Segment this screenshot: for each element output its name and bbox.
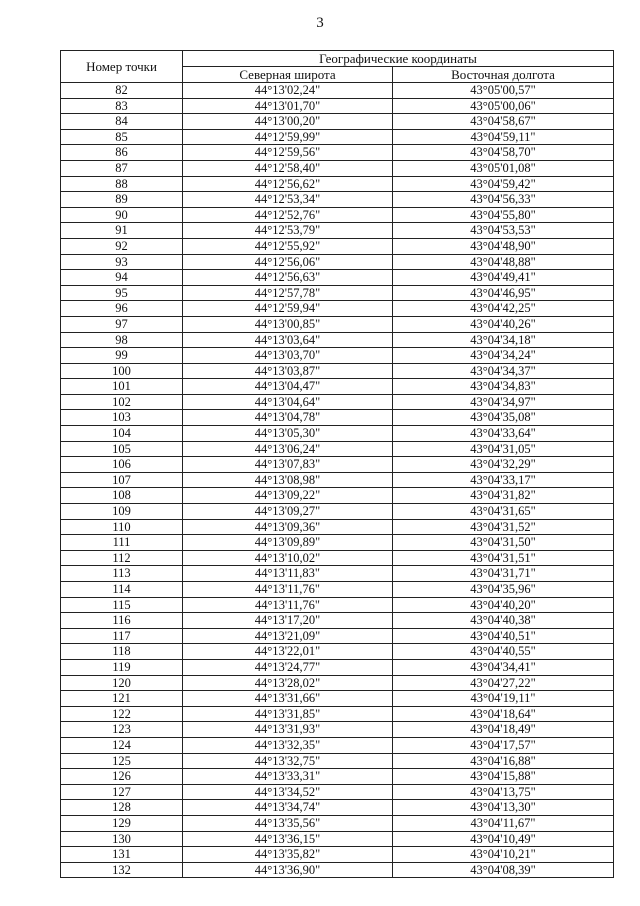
latitude-cell: 44°13'04,64" xyxy=(183,394,393,410)
latitude-cell: 44°13'07,83" xyxy=(183,457,393,473)
longitude-cell: 43°04'34,24" xyxy=(393,348,614,364)
latitude-cell: 44°12'56,62" xyxy=(183,176,393,192)
longitude-cell: 43°04'13,75" xyxy=(393,784,614,800)
point-number-cell: 127 xyxy=(61,784,183,800)
table-row xyxy=(61,550,614,566)
latitude-cell: 44°12'56,06" xyxy=(183,254,393,270)
latitude-cell: 44°13'21,09" xyxy=(183,628,393,644)
table-row xyxy=(61,472,614,488)
table-row xyxy=(61,83,614,99)
latitude-cell: 44°13'09,22" xyxy=(183,488,393,504)
latitude-cell: 44°13'03,87" xyxy=(183,363,393,379)
latitude-cell: 44°12'59,99" xyxy=(183,129,393,145)
longitude-cell: 43°04'31,52" xyxy=(393,519,614,535)
east-longitude-header: Восточная долгота xyxy=(393,67,614,83)
latitude-cell: 44°13'33,31" xyxy=(183,769,393,785)
longitude-cell: 43°04'31,51" xyxy=(393,550,614,566)
point-number-cell: 97 xyxy=(61,316,183,332)
longitude-cell: 43°04'33,17" xyxy=(393,472,614,488)
point-number-cell: 110 xyxy=(61,519,183,535)
longitude-cell: 43°04'59,42" xyxy=(393,176,614,192)
table-row xyxy=(61,285,614,301)
point-number-cell: 86 xyxy=(61,145,183,161)
longitude-cell: 43°04'32,29" xyxy=(393,457,614,473)
longitude-cell: 43°04'40,51" xyxy=(393,628,614,644)
longitude-cell: 43°04'31,82" xyxy=(393,488,614,504)
point-number-cell: 115 xyxy=(61,597,183,613)
point-number-cell: 95 xyxy=(61,285,183,301)
point-number-cell: 104 xyxy=(61,426,183,442)
longitude-cell: 43°04'48,88" xyxy=(393,254,614,270)
longitude-cell: 43°04'27,22" xyxy=(393,675,614,691)
point-number-cell: 106 xyxy=(61,457,183,473)
table-row xyxy=(61,145,614,161)
table-row xyxy=(61,628,614,644)
longitude-cell: 43°04'40,26" xyxy=(393,316,614,332)
latitude-cell: 44°13'31,85" xyxy=(183,706,393,722)
longitude-cell: 43°04'48,90" xyxy=(393,238,614,254)
longitude-cell: 43°04'59,11" xyxy=(393,129,614,145)
point-number-cell: 84 xyxy=(61,114,183,130)
latitude-cell: 44°13'11,76" xyxy=(183,582,393,598)
longitude-cell: 43°04'13,30" xyxy=(393,800,614,816)
point-number-cell: 100 xyxy=(61,363,183,379)
point-number-cell: 108 xyxy=(61,488,183,504)
longitude-cell: 43°04'42,25" xyxy=(393,301,614,317)
latitude-cell: 44°13'05,30" xyxy=(183,426,393,442)
table-row xyxy=(61,394,614,410)
latitude-cell: 44°13'34,52" xyxy=(183,784,393,800)
latitude-cell: 44°13'09,36" xyxy=(183,519,393,535)
table-row xyxy=(61,410,614,426)
table-row xyxy=(61,519,614,535)
table-row xyxy=(61,441,614,457)
point-number-cell: 103 xyxy=(61,410,183,426)
longitude-cell: 43°04'49,41" xyxy=(393,270,614,286)
table-row xyxy=(61,800,614,816)
longitude-cell: 43°04'15,88" xyxy=(393,769,614,785)
table-row xyxy=(61,784,614,800)
latitude-cell: 44°13'32,75" xyxy=(183,753,393,769)
longitude-cell: 43°04'31,65" xyxy=(393,504,614,520)
longitude-cell: 43°04'46,95" xyxy=(393,285,614,301)
latitude-cell: 44°13'17,20" xyxy=(183,613,393,629)
latitude-cell: 44°13'36,90" xyxy=(183,862,393,878)
point-number-cell: 94 xyxy=(61,270,183,286)
table-row xyxy=(61,114,614,130)
latitude-cell: 44°12'58,40" xyxy=(183,160,393,176)
table-row xyxy=(61,379,614,395)
longitude-cell: 43°04'35,96" xyxy=(393,582,614,598)
latitude-cell: 44°12'52,76" xyxy=(183,207,393,223)
table-row xyxy=(61,706,614,722)
table-row xyxy=(61,192,614,208)
latitude-cell: 44°13'31,66" xyxy=(183,691,393,707)
table-row xyxy=(61,207,614,223)
table-row xyxy=(61,753,614,769)
point-number-cell: 130 xyxy=(61,831,183,847)
table-row xyxy=(61,223,614,239)
longitude-cell: 43°04'10,21" xyxy=(393,847,614,863)
table-row xyxy=(61,457,614,473)
latitude-cell: 44°13'01,70" xyxy=(183,98,393,114)
latitude-cell: 44°13'32,35" xyxy=(183,737,393,753)
longitude-cell: 43°04'34,37" xyxy=(393,363,614,379)
table-row xyxy=(61,238,614,254)
latitude-cell: 44°13'04,47" xyxy=(183,379,393,395)
table-row xyxy=(61,270,614,286)
table-row xyxy=(61,98,614,114)
point-number-cell: 90 xyxy=(61,207,183,223)
page-number: 3 xyxy=(316,15,324,31)
table-row xyxy=(61,659,614,675)
table-row xyxy=(61,737,614,753)
latitude-cell: 44°13'22,01" xyxy=(183,644,393,660)
point-number-cell: 121 xyxy=(61,691,183,707)
point-number-cell: 96 xyxy=(61,301,183,317)
longitude-cell: 43°04'18,64" xyxy=(393,706,614,722)
latitude-cell: 44°13'04,78" xyxy=(183,410,393,426)
table-row xyxy=(61,504,614,520)
point-number-cell: 128 xyxy=(61,800,183,816)
table-row xyxy=(61,176,614,192)
longitude-cell: 43°04'40,20" xyxy=(393,597,614,613)
point-number-cell: 83 xyxy=(61,98,183,114)
point-number-cell: 120 xyxy=(61,675,183,691)
latitude-cell: 44°13'06,24" xyxy=(183,441,393,457)
point-number-cell: 107 xyxy=(61,472,183,488)
table-row xyxy=(61,363,614,379)
point-number-cell: 82 xyxy=(61,83,183,99)
latitude-cell: 44°13'24,77" xyxy=(183,659,393,675)
latitude-cell: 44°13'09,27" xyxy=(183,504,393,520)
latitude-cell: 44°13'00,85" xyxy=(183,316,393,332)
table-row xyxy=(61,129,614,145)
table-row xyxy=(61,535,614,551)
latitude-cell: 44°13'10,02" xyxy=(183,550,393,566)
latitude-cell: 44°13'11,76" xyxy=(183,597,393,613)
longitude-cell: 43°04'34,83" xyxy=(393,379,614,395)
longitude-cell: 43°04'58,67" xyxy=(393,114,614,130)
point-number-cell: 118 xyxy=(61,644,183,660)
latitude-cell: 44°13'08,98" xyxy=(183,472,393,488)
latitude-cell: 44°12'59,94" xyxy=(183,301,393,317)
table-header xyxy=(61,51,614,83)
latitude-cell: 44°12'53,34" xyxy=(183,192,393,208)
table-row xyxy=(61,426,614,442)
latitude-cell: 44°13'11,83" xyxy=(183,566,393,582)
longitude-cell: 43°04'18,49" xyxy=(393,722,614,738)
north-latitude-header: Северная широта xyxy=(183,67,393,83)
table-row xyxy=(61,644,614,660)
longitude-cell: 43°04'35,08" xyxy=(393,410,614,426)
header-row-top xyxy=(61,51,614,67)
longitude-cell: 43°04'11,67" xyxy=(393,815,614,831)
table-row xyxy=(61,675,614,691)
longitude-cell: 43°05'00,06" xyxy=(393,98,614,114)
longitude-cell: 43°04'33,64" xyxy=(393,426,614,442)
latitude-cell: 44°13'35,56" xyxy=(183,815,393,831)
point-number-cell: 125 xyxy=(61,753,183,769)
table-row xyxy=(61,332,614,348)
table-row xyxy=(61,847,614,863)
point-number-cell: 102 xyxy=(61,394,183,410)
table-row xyxy=(61,815,614,831)
table-row xyxy=(61,769,614,785)
longitude-cell: 43°04'19,11" xyxy=(393,691,614,707)
table-row xyxy=(61,301,614,317)
point-number-cell: 117 xyxy=(61,628,183,644)
latitude-cell: 44°12'53,79" xyxy=(183,223,393,239)
point-number-cell: 114 xyxy=(61,582,183,598)
point-number-cell: 88 xyxy=(61,176,183,192)
point-number-cell: 85 xyxy=(61,129,183,145)
coordinates-table xyxy=(60,50,614,878)
point-number-cell: 129 xyxy=(61,815,183,831)
point-number-cell: 87 xyxy=(61,160,183,176)
point-number-header: Номер точки xyxy=(61,51,183,83)
longitude-cell: 43°04'58,70" xyxy=(393,145,614,161)
table-row xyxy=(61,348,614,364)
table-row xyxy=(61,488,614,504)
table-row xyxy=(61,254,614,270)
point-number-cell: 89 xyxy=(61,192,183,208)
latitude-cell: 44°13'03,70" xyxy=(183,348,393,364)
longitude-cell: 43°05'00,57" xyxy=(393,83,614,99)
latitude-cell: 44°13'36,15" xyxy=(183,831,393,847)
longitude-cell: 43°04'55,80" xyxy=(393,207,614,223)
point-number-cell: 91 xyxy=(61,223,183,239)
longitude-cell: 43°04'31,71" xyxy=(393,566,614,582)
longitude-cell: 43°04'40,38" xyxy=(393,613,614,629)
point-number-cell: 93 xyxy=(61,254,183,270)
table-row xyxy=(61,831,614,847)
point-number-cell: 123 xyxy=(61,722,183,738)
longitude-cell: 43°04'40,55" xyxy=(393,644,614,660)
point-number-cell: 92 xyxy=(61,238,183,254)
longitude-cell: 43°04'08,39" xyxy=(393,862,614,878)
point-number-cell: 101 xyxy=(61,379,183,395)
longitude-cell: 43°04'16,88" xyxy=(393,753,614,769)
point-number-cell: 98 xyxy=(61,332,183,348)
longitude-cell: 43°04'34,41" xyxy=(393,659,614,675)
table-row xyxy=(61,582,614,598)
point-number-cell: 119 xyxy=(61,659,183,675)
point-number-cell: 124 xyxy=(61,737,183,753)
longitude-cell: 43°04'17,57" xyxy=(393,737,614,753)
latitude-cell: 44°13'02,24" xyxy=(183,83,393,99)
point-number-cell: 112 xyxy=(61,550,183,566)
longitude-cell: 43°04'53,53" xyxy=(393,223,614,239)
point-number-cell: 116 xyxy=(61,613,183,629)
longitude-cell: 43°04'34,18" xyxy=(393,332,614,348)
latitude-cell: 44°13'28,02" xyxy=(183,675,393,691)
point-number-cell: 131 xyxy=(61,847,183,863)
table-row xyxy=(61,613,614,629)
latitude-cell: 44°13'35,82" xyxy=(183,847,393,863)
longitude-cell: 43°04'56,33" xyxy=(393,192,614,208)
table-row xyxy=(61,722,614,738)
latitude-cell: 44°12'59,56" xyxy=(183,145,393,161)
point-number-cell: 111 xyxy=(61,535,183,551)
point-number-cell: 126 xyxy=(61,769,183,785)
latitude-cell: 44°13'31,93" xyxy=(183,722,393,738)
table-row xyxy=(61,597,614,613)
table-row xyxy=(61,160,614,176)
point-number-cell: 105 xyxy=(61,441,183,457)
table-row xyxy=(61,566,614,582)
geo-coords-header: Географические координаты xyxy=(183,51,614,67)
longitude-cell: 43°04'31,05" xyxy=(393,441,614,457)
longitude-cell: 43°04'34,97" xyxy=(393,394,614,410)
point-number-cell: 122 xyxy=(61,706,183,722)
latitude-cell: 44°13'00,20" xyxy=(183,114,393,130)
point-number-cell: 109 xyxy=(61,504,183,520)
longitude-cell: 43°04'31,50" xyxy=(393,535,614,551)
point-number-cell: 132 xyxy=(61,862,183,878)
table-row xyxy=(61,316,614,332)
table-row xyxy=(61,862,614,878)
latitude-cell: 44°12'55,92" xyxy=(183,238,393,254)
latitude-cell: 44°13'09,89" xyxy=(183,535,393,551)
latitude-cell: 44°13'34,74" xyxy=(183,800,393,816)
latitude-cell: 44°12'57,78" xyxy=(183,285,393,301)
table-row xyxy=(61,691,614,707)
point-number-cell: 99 xyxy=(61,348,183,364)
longitude-cell: 43°04'10,49" xyxy=(393,831,614,847)
table-body xyxy=(61,83,614,878)
latitude-cell: 44°13'03,64" xyxy=(183,332,393,348)
point-number-cell: 113 xyxy=(61,566,183,582)
longitude-cell: 43°05'01,08" xyxy=(393,160,614,176)
latitude-cell: 44°12'56,63" xyxy=(183,270,393,286)
